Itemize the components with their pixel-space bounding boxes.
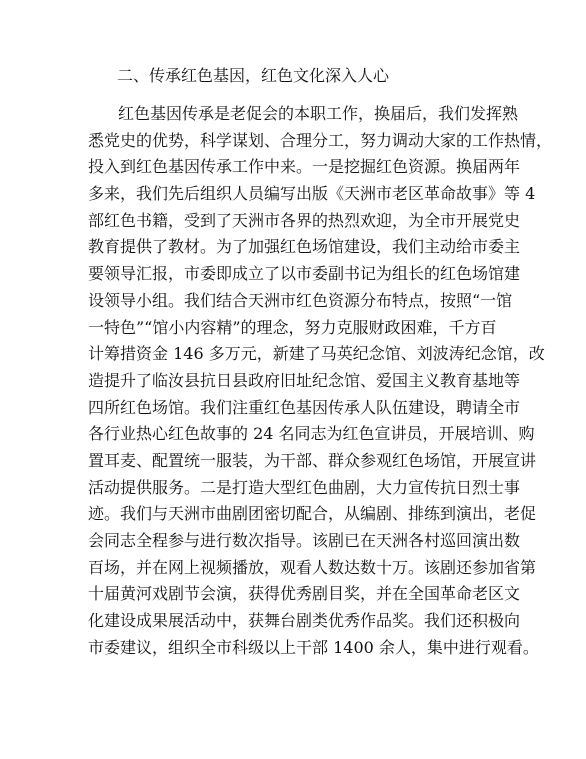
text-line: 一特色”“馆小内容精”的理念，努力克服财政困难，千方百 — [88, 317, 497, 337]
body-paragraph — [88, 101, 553, 661]
text-line: 十届黄河戏剧节会演，获得优秀剧目奖，并在全国革命老区文 — [88, 584, 521, 604]
text-line: 红色基因传承是老促会的本职工作，换届后，我们发挥熟 — [118, 104, 519, 123]
section-heading: 二、传承红色基因，红色文化深入人心 — [117, 66, 390, 85]
text-line: 要领导汇报，市委即成立了以市委副书记为组长的红色场馆建 — [88, 264, 521, 284]
text-line: 百场，并在网上视频播放，观看人数达数十万。该剧还参加省第 — [88, 557, 537, 577]
text-line: 造提升了临汝县抗日县政府旧址纪念馆、爱国主义教育基地等 — [88, 370, 521, 390]
text-line: 部红色书籍，受到了天洲市各界的热烈欢迎，为全市开展党史 — [88, 210, 521, 230]
text-line: 多来，我们先后组织人员编写出版《天洲市老区革命故事》等 4 — [88, 184, 536, 204]
text-line: 活动提供服务。二是打造大型红色曲剧，大力宣传抗日烈士事 — [88, 477, 521, 497]
text-line: 投入到红色基因传承工作中来。一是挖掘红色资源。换届两年 — [88, 157, 521, 177]
text-line: 置耳麦、配置统一服装，为干部、群众参观红色场馆，开展宣讲 — [88, 450, 537, 470]
text-line: 市委建议，组织全市科级以上干部 1400 余人，集中进行观看。 — [88, 637, 539, 657]
text-line: 四所红色场馆。我们注重红色基因传承人队伍建设，聘请全市 — [88, 397, 521, 417]
text-line: 悉党史的优势，科学谋划、合理分工，努力调动大家的工作热情， — [88, 130, 553, 150]
text-line: 化建设成果展活动中，获舞台剧类优秀作品奖。我们还积极向 — [88, 611, 521, 631]
text-line: 设领导小组。我们结合天洲市红色资源分布特点，按照“一馆 — [88, 290, 513, 310]
text-line: 计筹措资金 146 多万元，新建了马英纪念馆、刘波涛纪念馆，改 — [88, 344, 545, 364]
text-line: 迹。我们与天洲市曲剧团密切配合，从编剧、排练到演出，老促 — [88, 504, 537, 524]
text-line: 会同志全程参与进行数次指导。该剧已在天洲各村巡回演出数 — [88, 531, 521, 550]
text-line: 教育提供了教材。为了加强红色场馆建设，我们主动给市委主 — [88, 237, 521, 257]
text-line: 各行业热心红色故事的 24 名同志为红色宣讲员，开展培训、购 — [88, 424, 535, 444]
